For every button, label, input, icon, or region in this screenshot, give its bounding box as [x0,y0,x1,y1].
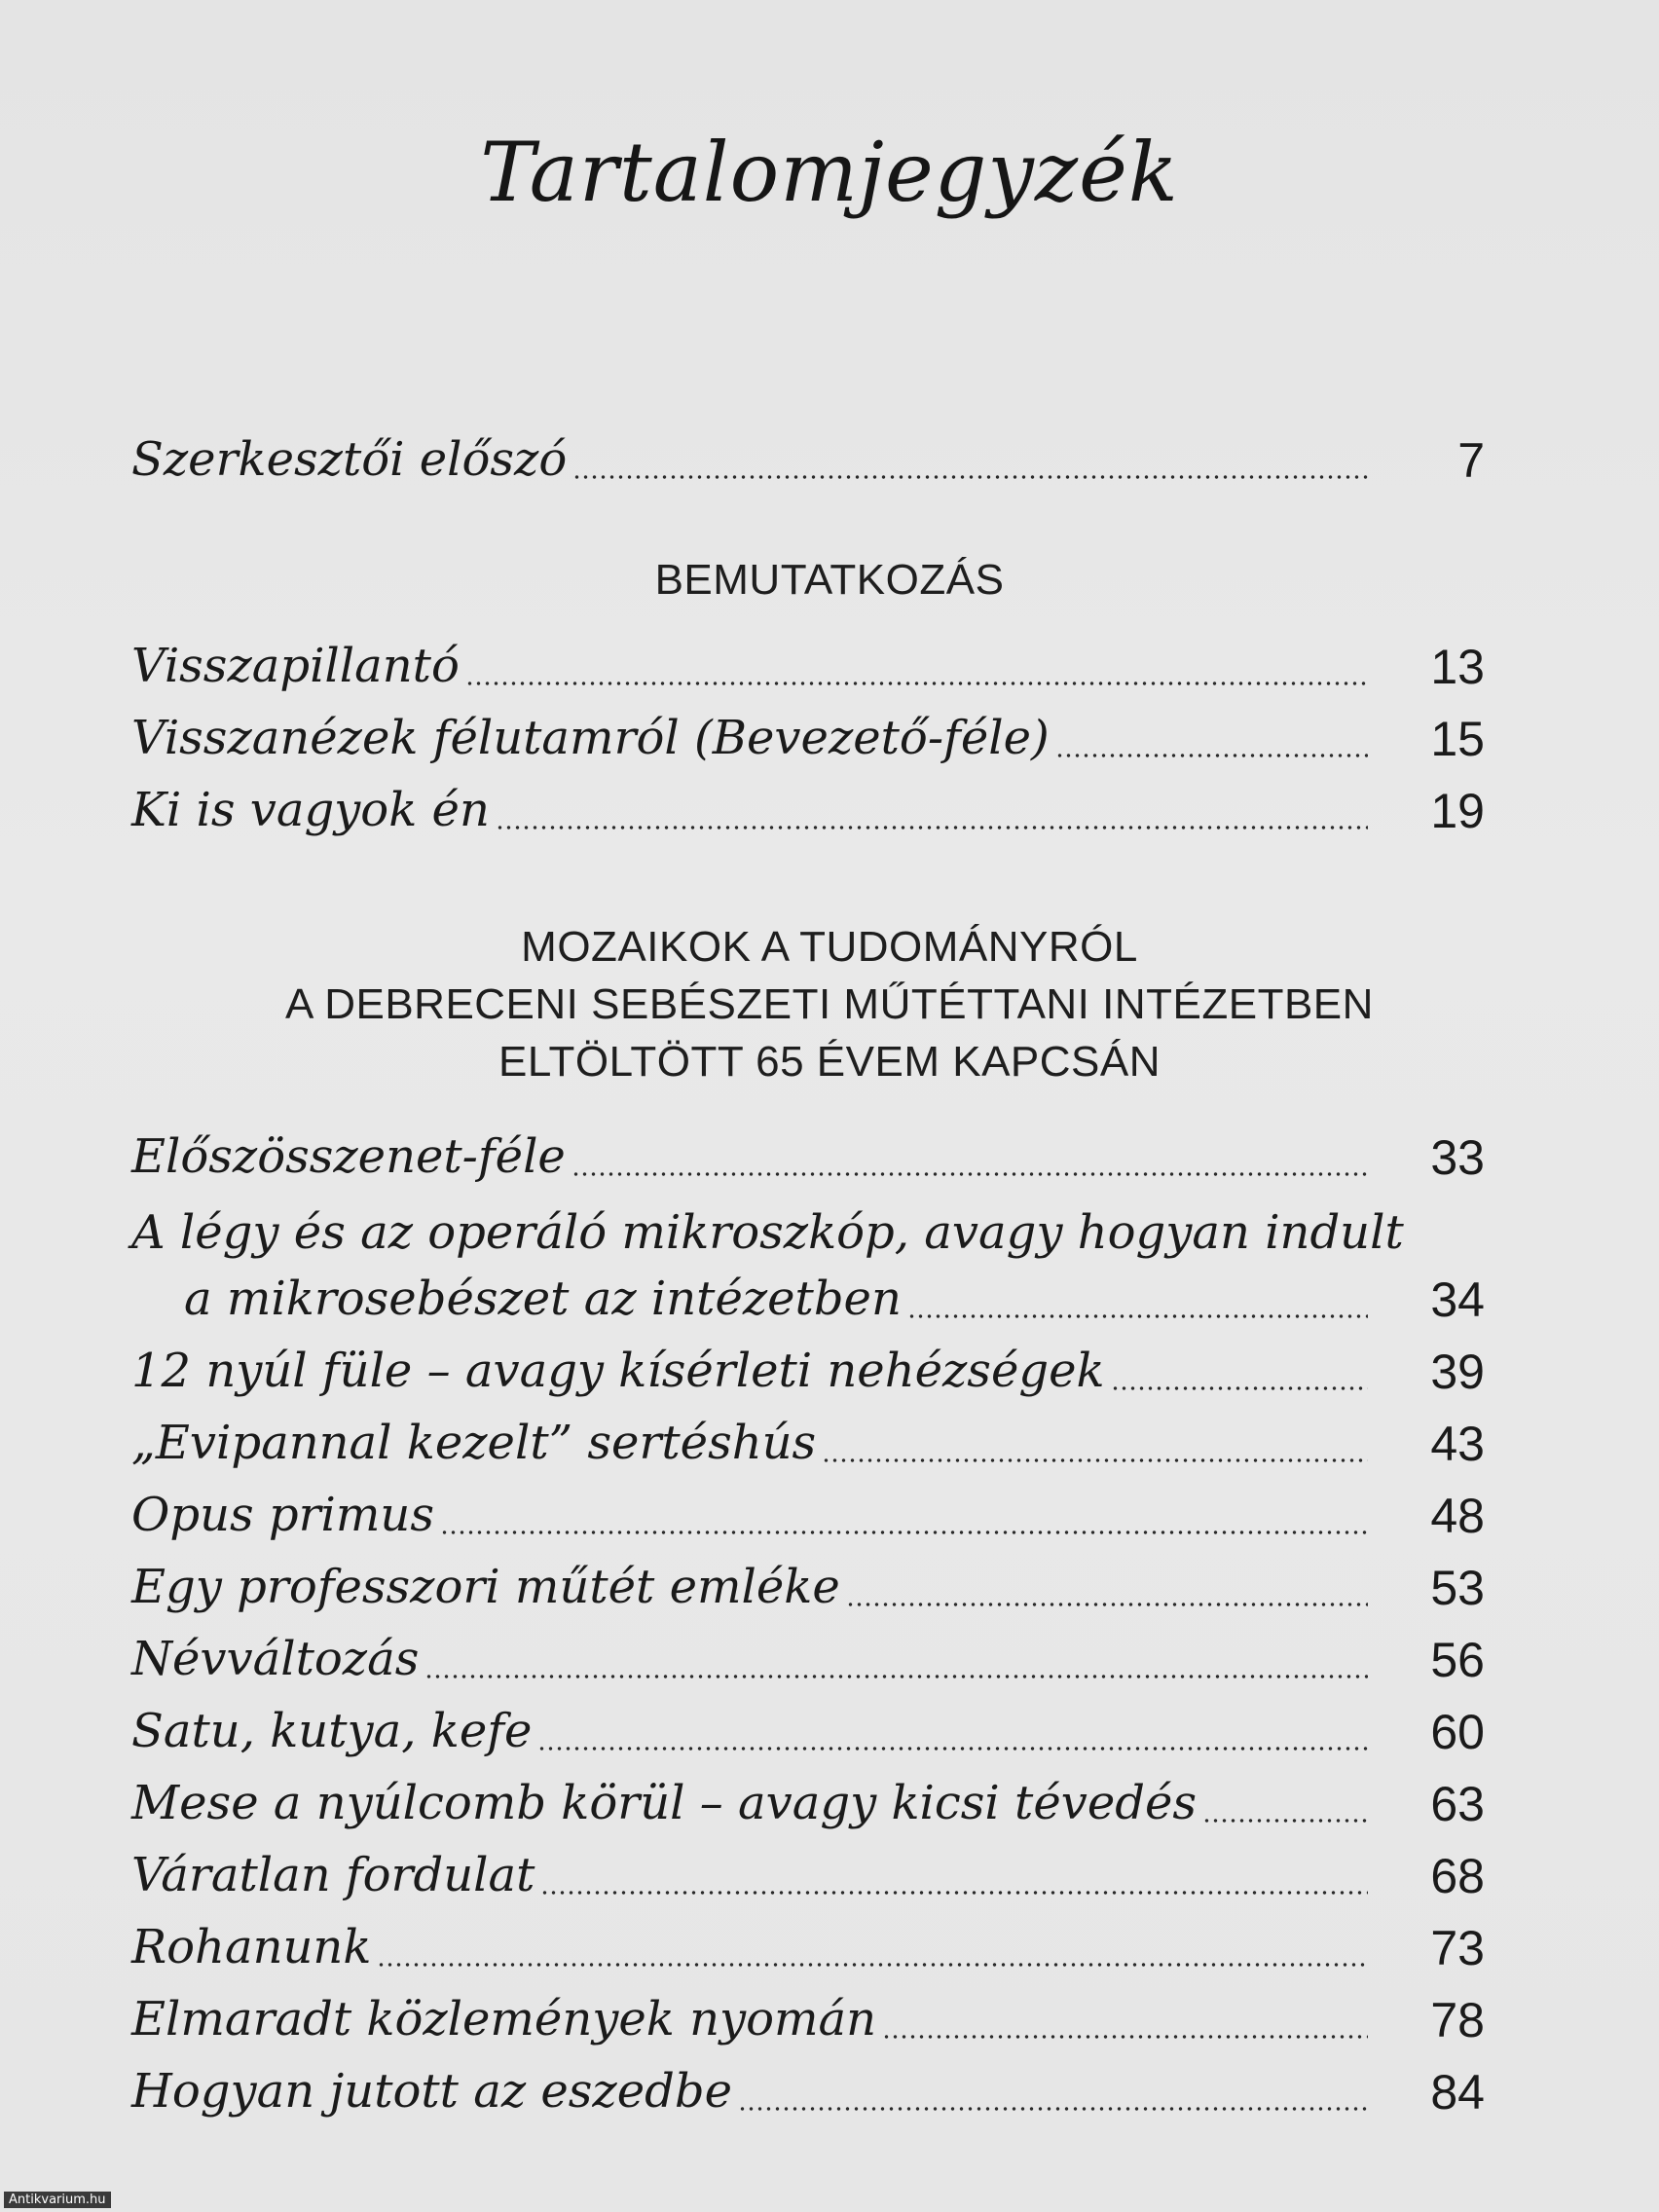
dot-leader [1111,1386,1368,1390]
dot-leader [496,826,1368,830]
toc-entry-page: 15 [1430,712,1485,766]
toc-entry-label: Opus primus [131,1488,434,1542]
watermark: Antikvarium.hu [4,2192,111,2208]
toc-entry-page: 19 [1430,784,1485,838]
toc-entry[interactable] [131,1984,1485,2052]
toc-entry-label: Hogyan jutott az eszedbe [131,2064,732,2119]
dot-leader [1202,1819,1368,1823]
toc-entry[interactable] [131,1624,1485,1692]
dot-leader [822,1458,1368,1462]
toc-entry-label: Rohanunk [131,1920,372,1974]
toc-entry[interactable] [131,1408,1485,1476]
toc-entry-label: Mese a nyúlcomb körül – avagy kicsi tévedés [131,1776,1198,1830]
toc-entry-label: Satu, kutya, kefe [131,1704,533,1758]
toc-entry[interactable] [131,1768,1485,1836]
toc-entry[interactable] [131,1696,1485,1764]
dot-leader [377,1963,1368,1967]
toc-entry[interactable] [131,1552,1485,1620]
dot-leader [537,1747,1368,1751]
toc-entry-page: 33 [1430,1130,1485,1185]
toc-entry[interactable] [131,424,1485,493]
toc-entry-page: 56 [1430,1633,1485,1687]
dot-leader [440,1530,1368,1534]
toc-entry-label: a mikrosebészet az intézetben [184,1272,902,1326]
toc-entry-page: 48 [1430,1489,1485,1543]
toc-entry[interactable] [131,1480,1485,1548]
toc-entry-page: 63 [1430,1777,1485,1831]
toc-entry[interactable] [131,1122,1485,1190]
toc-entry-page: 84 [1430,2065,1485,2120]
toc-entry-label: „Evipannal kezelt” sertéshús [131,1416,817,1470]
toc-entry-label: 12 nyúl füle – avagy kísérleti nehézségek [131,1344,1105,1398]
toc-entry-page: 68 [1430,1849,1485,1903]
toc-entry[interactable] [131,703,1485,771]
toc-entry[interactable] [131,775,1485,843]
toc-entry-label: Váratlan fordulat [131,1848,535,1902]
toc-entry-page: 43 [1430,1417,1485,1471]
section-heading-line: MOZAIKOK A TUDOMÁNYRÓL [521,923,1138,971]
dot-leader [1055,754,1368,757]
toc-entry[interactable] [131,1264,1485,1332]
toc-entry-label: Egy professzori műtét emléke [131,1560,840,1614]
dot-leader [540,1891,1368,1895]
dot-leader [465,682,1368,685]
toc-entry-page: 7 [1457,433,1485,488]
toc-entry-page: 34 [1430,1272,1485,1327]
toc-entry-label: Visszapillantó [131,639,460,693]
toc-entry-page: 13 [1430,640,1485,694]
toc-entry-label: Ki is vagyok én [131,783,490,837]
toc-entry[interactable] [131,1912,1485,1980]
toc-entry-label: Elmaradt közlemények nyomán [131,1992,877,2046]
toc-entry[interactable] [131,1336,1485,1404]
toc-entry-page: 60 [1430,1705,1485,1759]
toc-entry-label: Visszanézek félutamról (Bevezető-féle) [131,711,1050,765]
toc-entry-page: 78 [1430,1993,1485,2047]
dot-leader [571,1172,1368,1176]
toc-entry-page: 53 [1430,1561,1485,1615]
page-title: Tartalomjegyzék [480,125,1179,220]
toc-entry-label: Névváltozás [131,1632,420,1686]
toc-entry-label: Szerkesztői előszó [131,432,568,487]
section-heading-line: ELTÖLTÖTT 65 ÉVEM KAPCSÁN [498,1038,1161,1086]
dot-leader [424,1675,1368,1678]
toc-entry-label-line1[interactable]: A légy és az operáló mikroszkóp, avagy hogyan indult [131,1205,1404,1260]
dot-leader [907,1314,1368,1318]
dot-leader [882,2035,1368,2039]
toc-entry[interactable] [131,2056,1485,2124]
toc-entry[interactable] [131,631,1485,699]
section-heading: BEMUTATKOZÁS [654,556,1005,604]
toc-entry-page: 39 [1430,1345,1485,1399]
dot-leader [738,2107,1368,2111]
dot-leader [846,1603,1368,1606]
section-heading [0,918,1659,1090]
toc-entry-page: 73 [1430,1921,1485,1975]
toc-entry-label: Előszösszenet-féle [131,1129,566,1184]
toc-entry[interactable] [131,1840,1485,1908]
dot-leader [572,475,1368,479]
section-heading-line: A DEBRECENI SEBÉSZETI MŰTÉTTANI INTÉZETBEN [285,980,1374,1028]
